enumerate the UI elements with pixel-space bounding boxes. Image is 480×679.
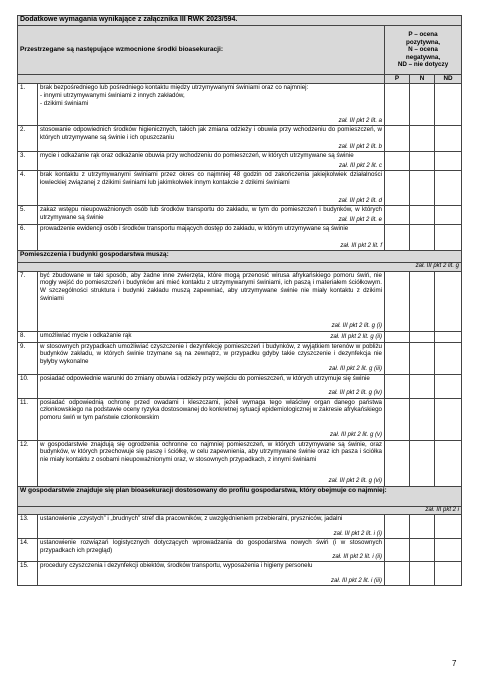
checklist-item-row [18,206,462,225]
rating-cell-p[interactable] [385,84,410,126]
item-text-line: mycie i odkażanie rąk oraz odkażanie obuwia przy wchodzeniu do pomieszczeń, w których utrzymywane są świnie [40,152,354,159]
checklist-item-row [18,374,462,398]
checklist-item-row [18,126,462,152]
checklist-item-row [18,271,462,331]
rating-cell-p[interactable] [385,331,410,342]
item-description [38,374,385,398]
item-text-line: - innymi utrzymywanymi świniami z innych zakładów, [40,91,185,99]
rating-cell-nd[interactable] [435,271,462,331]
rating-cell-p[interactable] [385,342,410,374]
legal-reference: zał. III pkt 2 lit. e [338,216,382,223]
rating-cell-n[interactable] [410,171,435,206]
rating-cell-n[interactable] [410,126,435,152]
legal-reference: zał. III pkt 2 lit. g (iv) [328,390,382,396]
rating-cell-n[interactable] [410,398,435,440]
rating-cell-n[interactable] [410,440,435,486]
rating-cell-nd[interactable] [435,126,462,152]
rating-cell-p[interactable] [385,539,410,562]
legal-reference: zał. III pkt 2 lit. g (iii) [328,366,382,372]
legal-reference: zał. III pkt 2 lit. a [338,117,382,124]
biosecurity-checklist-table [17,15,462,586]
rating-cell-n[interactable] [410,271,435,331]
item-text-line: prowadzenie ewidencji osób i środków transportu mających dostęp do zakładu, w którym utrzymywane są świnie [40,225,349,232]
legal-reference: zał. III pkt 2 lit. i (i) [333,530,382,537]
rating-cell-n[interactable] [410,152,435,171]
page-number: 7 [452,659,457,668]
item-text-line: w gospodarstwie znajdują się ogrodzenia ochronne co najmniej pomieszczeń, w których utrzymywane są świnie, oraz budynków, w których przechowuje się paszę i ściółkę, w celu zapewnienia, aby utrzymywane świnie oraz ich pasza i ściółka nie miały kontaktu z osobami nieupoważnionymi oraz, w stosownych przypadkach, z innymi świniami [40,440,382,463]
section-header-row [18,486,462,506]
section-header-row [18,251,462,263]
rating-cell-nd[interactable] [435,440,462,486]
item-description [38,515,385,539]
section-title: Pomieszczenia i budynki gospodarstwa muszą: [18,251,462,263]
checklist-item-row [18,152,462,171]
document-title: Dodatkowe wymagania wynikające z załącznika III RWK 2023/594. [18,16,462,26]
rating-cell-p[interactable] [385,562,410,586]
item-text-line: posiadać odpowiednie warunki do zmiany obuwia i odzieży przy wejściu do pomieszczeń, w których utrzymuje się świnie [40,374,370,382]
item-text-line: ustanowienie „czystych” i „brudnych” stref dla pracowników, z uwzględnieniem przebieralni, pryszniców, jadalni [40,515,343,522]
rating-cell-n[interactable] [410,539,435,562]
item-description [38,331,385,342]
item-description [38,271,385,331]
item-text-line: procedury czyszczenia i dezynfekcji obiektów, środków transportu, wyposażenia i higieny personelu [40,562,313,569]
checklist-item-row [18,562,462,586]
item-description [38,152,385,171]
item-description [38,539,385,562]
rating-cell-nd[interactable] [435,225,462,251]
rating-cell-p[interactable] [385,171,410,206]
col-nd-label: ND [435,75,462,84]
section-reference-row [18,506,462,515]
rating-cell-n[interactable] [410,374,435,398]
section-reference-row [18,263,462,272]
checklist-page [17,15,461,586]
section-reference: zał. III pkt 2 lit. g [18,263,462,272]
item-description [38,562,385,586]
header-row [18,26,462,75]
item-text-line: - dzikimi świniami [40,99,89,107]
item-description [38,206,385,225]
rating-cell-nd[interactable] [435,515,462,539]
legal-reference: zał. III pkt 2 lit. i (ii) [332,553,382,560]
item-text-line: umożliwiać mycie i odkażanie rąk [40,331,132,339]
item-number: 5. [18,206,38,225]
checklist-item-row [18,539,462,562]
item-description [38,440,385,486]
item-text-line: posiadać odpowiednią ochronę przed owadami i kleszczami, jeżeli wymaga tego właściwy organ danego państwa członkowskiego na podstawie oceny ryzyka dostosowanej do konkretnej sytuacji epidemiologicznej w zakresie afrykańskiego pomoru świń w tym państwie członkowskim [40,398,382,421]
rating-cell-nd[interactable] [435,84,462,126]
rating-cell-nd[interactable] [435,374,462,398]
rating-cell-p[interactable] [385,225,410,251]
legal-reference: zał. III pkt 2 lit. b [338,143,382,150]
rating-cell-nd[interactable] [435,539,462,562]
item-description [38,342,385,374]
rating-cell-p[interactable] [385,152,410,171]
col-p-label: P [385,75,410,84]
rating-cell-n[interactable] [410,225,435,251]
item-number: 12. [18,440,38,486]
item-number: 13. [18,515,38,539]
item-description [38,225,385,251]
rating-cell-n[interactable] [410,331,435,342]
section-reference: zał. III pkt 2 i [18,506,462,515]
rating-cell-n[interactable] [410,206,435,225]
rating-cell-nd[interactable] [435,171,462,206]
rating-cell-nd[interactable] [435,398,462,440]
item-number: 15. [18,562,38,586]
rating-cell-nd[interactable] [435,331,462,342]
checklist-item-row [18,398,462,440]
item-text-line: brak kontaktu z utrzymywanymi świniami przez okres co najmniej 48 godzin od zakończenia jakiejkolwiek działalności łowieckiej związanej z dzikimi świniami lub jakimkolwiek innym kontakcie z dzikimi świniami [40,171,382,186]
item-description [38,126,385,152]
rating-columns-row [18,75,462,84]
rating-cell-p[interactable] [385,126,410,152]
rating-cell-n[interactable] [410,84,435,126]
item-number: 6. [18,225,38,251]
item-text-line: ustanowienie rozwiązań logistycznych dotyczących wprowadzania do gospodarstwa nowych świń (i w stosownych przypadkach ich przegląd) [40,539,382,554]
rating-cell-p[interactable] [385,440,410,486]
item-description [38,84,385,126]
legal-reference: zał. III pkt 2 lit. c [338,162,382,169]
rating-cell-p[interactable] [385,398,410,440]
section-title: W gospodarstwie znajduje się plan bioasekuracji dostosowany do profilu gospodarstwa, który obejmuje co najmniej: [18,486,462,506]
checklist-item-row [18,515,462,539]
rating-cell-nd[interactable] [435,562,462,586]
rating-cell-p[interactable] [385,515,410,539]
item-text-line: brak bezpośredniego lub pośredniego kontaktu między utrzymywanymi świniami oraz co najmniej: [40,84,309,91]
legal-reference: zał. III pkt 2 lit. g (vi) [328,478,382,484]
rating-cell-nd[interactable] [435,342,462,374]
legal-reference: zał. III pkt 2 lit. g (v) [329,432,382,438]
legal-reference: zał. III pkt 2 lit. g (i) [331,323,382,329]
legal-reference: zał. III pkt 2 lit. d [338,197,382,204]
item-text-line: zakaz wstępu nieupoważnionych osób lub środków transportu do zakładu, w tym do pomieszczeń i budynków, w których utrzymywane są świnie [40,206,382,221]
item-number: 10. [18,374,38,398]
item-number: 1. [18,84,38,126]
rating-cell-n[interactable] [410,342,435,374]
item-number: 4. [18,171,38,206]
checklist-item-row [18,342,462,374]
header-intro: Przestrzegane są następujące wzmocnione środki bioasekuracji: [18,26,385,75]
item-description [38,398,385,440]
item-text-line: w stosownych przypadkach umożliwiać czyszczenie i dezynfekcję pomieszczeń i budynków, z wyjątkiem terenów w pobliżu budynków zakładu, w których świnie trzymane są na zewnątrz, w przypadku gdyby takie czyszczenie i dezynfekcja nie byłyby wykonalne [40,342,382,365]
item-number: 8. [18,331,38,342]
rating-cell-p[interactable] [385,271,410,331]
rating-cell-n[interactable] [410,515,435,539]
legal-reference: zał. III pkt 2 lit. f [340,242,382,249]
rating-legend: P – ocena pozytywna, N – ocena negatywna, ND – nie dotyczy [385,26,462,75]
rating-cell-n[interactable] [410,562,435,586]
checklist-item-row [18,84,462,126]
rating-cell-nd[interactable] [435,206,462,225]
checklist-item-row [18,225,462,251]
item-number: 9. [18,342,38,374]
rating-cell-p[interactable] [385,206,410,225]
item-number: 3. [18,152,38,171]
rating-cell-nd[interactable] [435,152,462,171]
item-number: 2. [18,126,38,152]
rating-cell-p[interactable] [385,374,410,398]
title-row [18,16,462,26]
checklist-item-row [18,440,462,486]
legal-reference: zał. III pkt 2 lit. g (ii) [330,334,382,340]
item-text-line: stosowanie odpowiednich środków higienicznych, takich jak zmiana odzieży i obuwia przy wchodzeniu do pomieszczeń, w których utrzymywane są świnie i ich opuszczaniu [40,126,382,141]
item-text-line: być zbudowane w taki sposób, aby żadne inne zwierzęta, które mogą przenosić wirusa afrykańskiego pomoru świń, nie mogły wejść do pomieszczeń i budynków ani mieć kontaktu z utrzymywanymi świniami, ich paszą i materiałem ściółkowym. W szczególności struktura i budynki zakładu muszą zapewniać, aby utrzymywane świnie nie miały kontaktu z dzikimi świniami [40,271,382,302]
item-number: 7. [18,271,38,331]
item-number: 11. [18,398,38,440]
col-n-label: N [410,75,435,84]
item-description [38,171,385,206]
legal-reference: zał. III pkt 2 lit. i (iii) [330,577,382,584]
checklist-item-row [18,171,462,206]
item-number: 14. [18,539,38,562]
checklist-item-row [18,331,462,342]
